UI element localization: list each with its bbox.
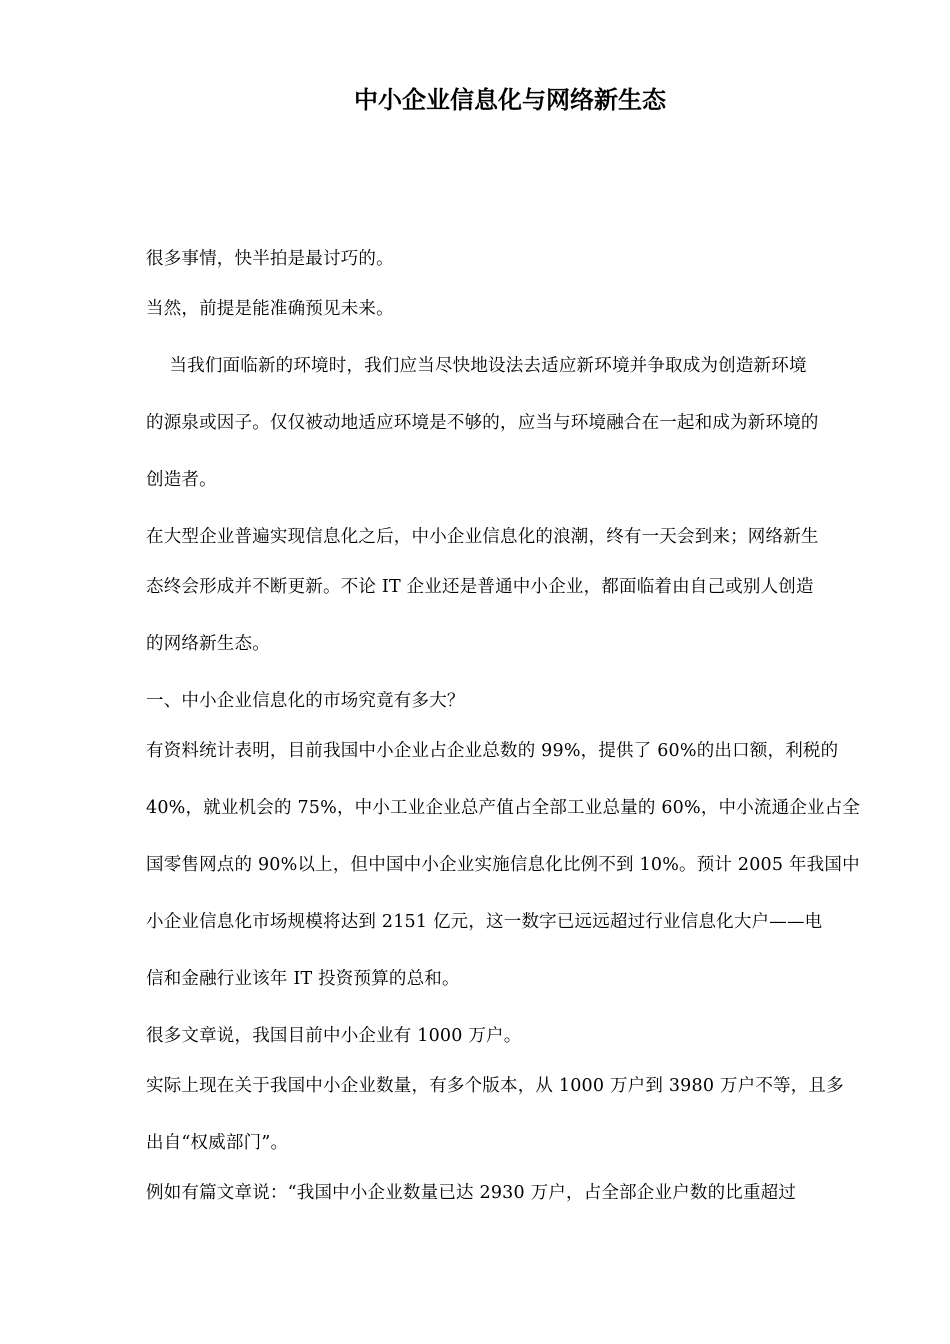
body-line-4: 的源泉或因子。仅仅被动地适应环境是不够的，应当与环境融合在一起和成为新环境的 <box>146 413 819 433</box>
body-line-8: 的网络新生态。 <box>146 634 270 654</box>
body-line-14: 信和金融行业该年 IT 投资预算的总和。 <box>146 969 460 989</box>
body-line-13: 小企业信息化市场规模将达到 2151 亿元，这一数字已远远超过行业信息化大户——电 <box>146 912 823 932</box>
body-line-3: 当我们面临新的环境时，我们应当尽快地设法去适应新环境并争取成为创造新环境 <box>146 356 807 376</box>
document-body <box>146 244 874 1235</box>
body-line-16: 实际上现在关于我国中小企业数量，有多个版本，从 1000 万户到 3980 万户不等，且多 <box>146 1076 844 1096</box>
body-line-2: 当然，前提是能准确预见未来。 <box>146 299 394 319</box>
body-line-5: 创造者。 <box>146 470 217 490</box>
body-line-18: 例如有篇文章说：“我国中小企业数量已达 2930 万户，占全部企业户数的比重超过 <box>146 1183 797 1203</box>
body-line-15: 很多文章说，我国目前中小企业有 1000 万户。 <box>146 1026 522 1046</box>
section-heading-1: 一、中小企业信息化的市场究竟有多大？ <box>146 691 465 711</box>
document-title: 中小企业信息化与网络新生态 <box>354 86 666 114</box>
body-line-17: 出自“权威部门”。 <box>146 1133 289 1153</box>
body-line-6: 在大型企业普遍实现信息化之后，中小企业信息化的浪潮，终有一天会到来；网络新生 <box>146 527 819 547</box>
body-line-7: 态终会形成并不断更新。不论 IT 企业还是普通中小企业，都面临着由自己或别人创造 <box>146 577 814 597</box>
body-line-10: 有资料统计表明，目前我国中小企业占企业总数的 99%，提供了 60%的出口额，利税的 <box>146 741 839 761</box>
body-line-11: 40%，就业机会的 75%，中小工业企业总产值占全部工业总量的 60%，中小流通企业占全 <box>146 798 861 818</box>
body-line-1: 很多事情，快半拍是最讨巧的。 <box>146 249 394 269</box>
body-line-12: 国零售网点的 90%以上，但中国中小企业实施信息化比例不到 10%。预计 2005 年我国中 <box>146 855 860 875</box>
